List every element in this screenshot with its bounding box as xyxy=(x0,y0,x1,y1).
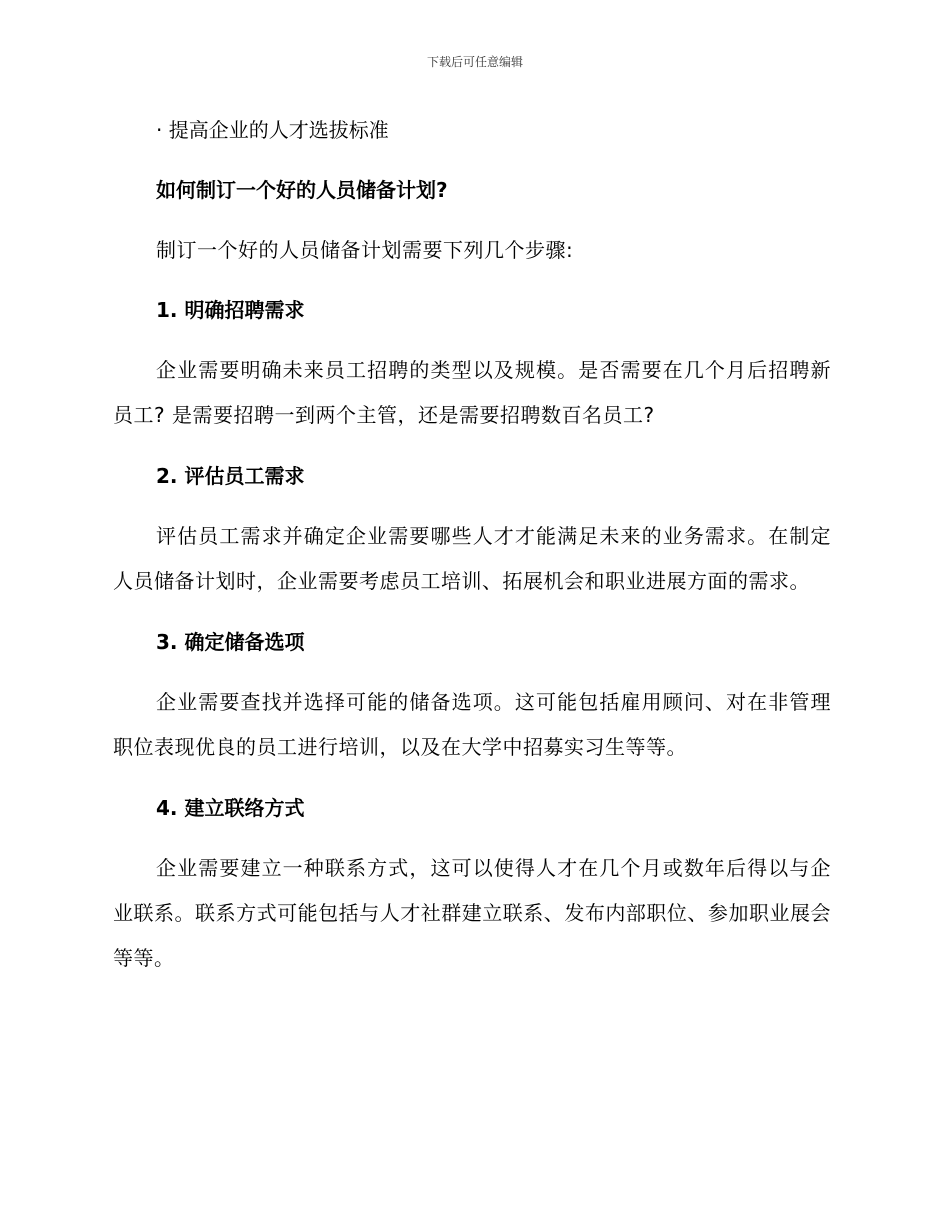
header-note: 下载后可任意编辑 xyxy=(426,55,523,69)
section-body-3: 企业需要查找并选择可能的储备选项。这可能包括雇用顾问、对在非管理职位表现优良的员工进行培训，以及在大学中招募实习生等等。 xyxy=(113,690,831,759)
intro-paragraph: 制订一个好的人员储备计划需要下列几个步骤: xyxy=(156,238,574,262)
section-heading-4: 4. 建立联络方式 xyxy=(156,796,305,820)
section-heading-3: 3. 确定储备选项 xyxy=(156,630,305,654)
section-heading-2: 2. 评估员工需求 xyxy=(156,464,305,488)
question-heading: 如何制订一个好的人员储备计划? xyxy=(156,178,448,202)
section-heading-1: 1. 明确招聘需求 xyxy=(156,298,305,322)
bullet-item: · 提高企业的人才选拔标准 xyxy=(156,118,389,142)
section-body-4: 企业需要建立一种联系方式，这可以使得人才在几个月或数年后得以与企业联系。联系方式可能包括与人才社群建立联系、发布内部职位、参加职业展会等等。 xyxy=(113,856,831,970)
document-body xyxy=(113,108,831,997)
section-body-1: 企业需要明确未来员工招聘的类型以及规模。是否需要在几个月后招聘新员工? 是需要招聘一到两个主管，还是需要招聘数百名员工? xyxy=(113,358,831,427)
section-body-2: 评估员工需求并确定企业需要哪些人才才能满足未来的业务需求。在制定人员储备计划时，企业需要考虑员工培训、拓展机会和职业进展方面的需求。 xyxy=(113,524,831,593)
